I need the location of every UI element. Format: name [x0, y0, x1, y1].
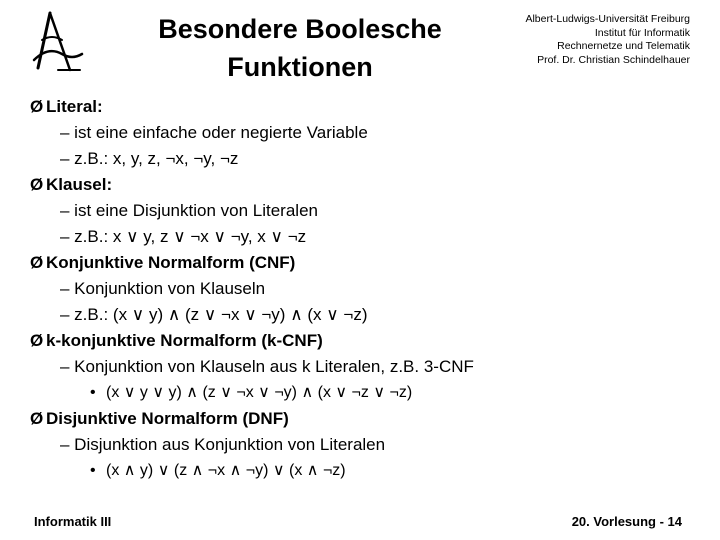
sub-sub-bullet: [30, 458, 710, 484]
bullet-heading: [30, 328, 710, 354]
university-logo-icon: [28, 10, 90, 76]
sub-bullet: – z.B.: x, y, z, ¬x, ¬y, ¬z: [60, 149, 239, 168]
sub-sub-bullet-text: (x ∧ y) ∨ (z ∧ ¬x ∧ ¬y) ∨ (x ∧ ¬z): [106, 462, 346, 479]
bullet-heading: [30, 406, 710, 432]
bullet-dot-icon: •: [90, 384, 96, 401]
bullet-heading-text: Konjunktive Normalform (CNF): [46, 253, 296, 272]
slide-content: [30, 94, 710, 484]
affiliation-professor: Prof. Dr. Christian Schindelhauer: [537, 53, 690, 66]
sub-bullet: – Disjunktion aus Konjunktion von Literalen: [60, 435, 386, 454]
bullet-heading-text: Klausel:: [46, 175, 113, 194]
bullet-arrow-icon: Ø: [30, 409, 44, 428]
bullet-heading-text: k-konjunktive Normalform (k-CNF): [46, 331, 323, 350]
bullet-arrow-icon: Ø: [30, 97, 44, 116]
bullet-arrow-icon: Ø: [30, 331, 44, 350]
bullet-arrow-icon: Ø: [30, 175, 44, 194]
bullet-heading: [30, 94, 710, 120]
footer-page-number: 20. Vorlesung - 14: [571, 514, 682, 529]
bullet-heading-text: Disjunktive Normalform (DNF): [46, 409, 289, 428]
sub-bullet: – ist eine Disjunktion von Literalen: [60, 201, 318, 220]
bullet-dot-icon: •: [90, 462, 96, 479]
slide-title: [150, 10, 450, 86]
bullet-arrow-icon: Ø: [30, 253, 44, 272]
sub-bullet: – ist eine einfache oder negierte Variable: [60, 123, 368, 142]
sub-bullet: – z.B.: (x ∨ y) ∧ (z ∨ ¬x ∨ ¬y) ∧ (x ∨ ¬z): [60, 305, 368, 324]
footer-course: Informatik III: [34, 514, 112, 529]
affiliation-university: Albert-Ludwigs-Universität Freiburg: [525, 13, 690, 25]
bullet-heading: [30, 172, 710, 198]
sub-bullet: – Konjunktion von Klauseln: [60, 279, 266, 298]
sub-sub-bullet: [30, 380, 710, 406]
affiliation-block: [450, 13, 690, 67]
sub-bullet: – Konjunktion von Klauseln aus k Literalen, z.B. 3-CNF: [60, 357, 474, 376]
title-line-1: Besondere Boolesche: [158, 14, 442, 44]
affiliation-department: Rechnernetze und Telematik: [557, 40, 690, 52]
bullet-heading-text: Literal:: [46, 97, 103, 116]
sub-sub-bullet-text: (x ∨ y ∨ y) ∧ (z ∨ ¬x ∨ ¬y) ∧ (x ∨ ¬z ∨ ¬z): [106, 384, 413, 401]
affiliation-institute: Institut für Informatik: [594, 26, 690, 39]
bullet-heading: [30, 250, 710, 276]
footer-divider: [30, 508, 690, 509]
sub-bullet: – z.B.: x ∨ y, z ∨ ¬x ∨ ¬y, x ∨ ¬z: [60, 227, 307, 246]
title-line-2: Funktionen: [227, 52, 373, 82]
